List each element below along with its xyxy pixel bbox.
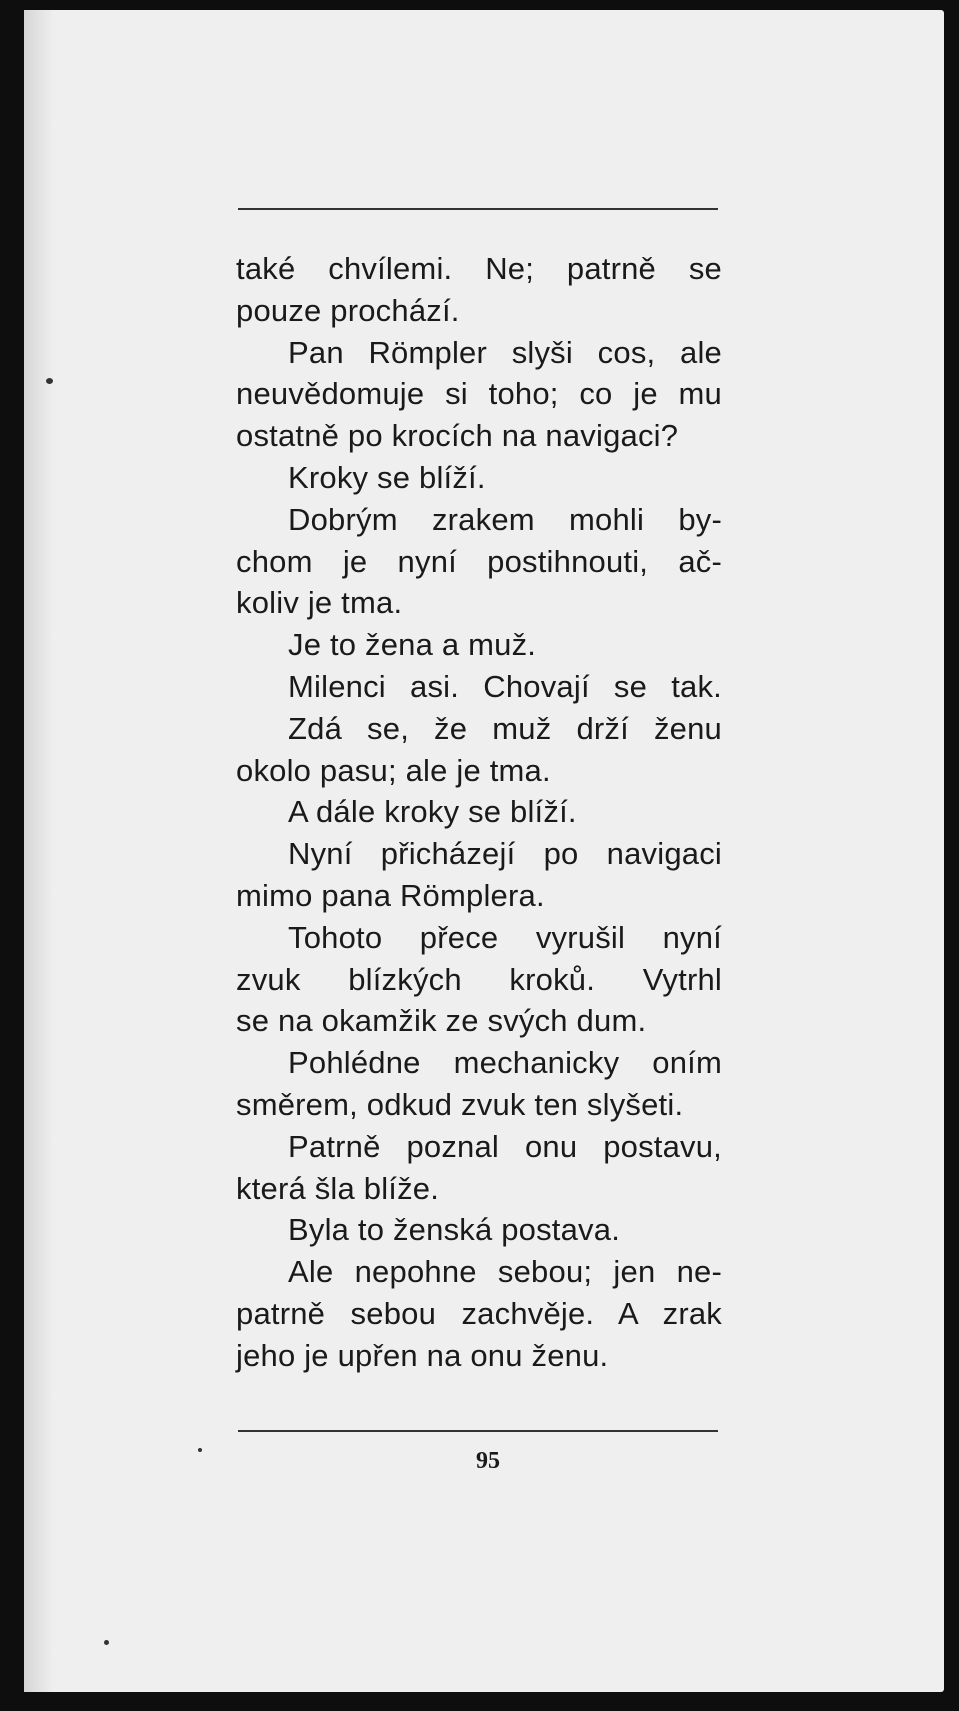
text-line: Tohoto přece vyrušil nyní (288, 919, 722, 955)
text-line: Pohlédne mechanicky oním (288, 1045, 722, 1081)
text-line: Byla to ženská postava. (288, 1212, 621, 1248)
text-line: pouze prochází. (236, 292, 460, 328)
text-line: Pan Römpler slyši cos, ale (288, 334, 722, 370)
scan-speck (46, 378, 53, 384)
text-line: chom je nyní postihnouti, ač- (236, 543, 722, 579)
text-line: Kroky se blíží. (288, 459, 486, 495)
page-number: 95 (476, 1448, 500, 1474)
text-line: A dále kroky se blíží. (288, 794, 577, 830)
page-gutter-shadow (24, 10, 54, 1692)
text-line: Milenci asi. Chovají se tak. (288, 668, 722, 704)
text-line: Nyní přicházejí po navigaci (288, 836, 722, 872)
text-line: jeho je upřen na onu ženu. (236, 1337, 609, 1373)
text-line: okolo pasu; ale je tma. (236, 752, 551, 788)
text-line: Patrně poznal onu postavu, (288, 1128, 722, 1164)
text-line: mimo pana Römplera. (236, 877, 545, 913)
text-line: koliv je tma. (236, 585, 403, 621)
bottom-rule (238, 1430, 718, 1432)
book-page (24, 10, 944, 1692)
scan-speck (104, 1640, 109, 1645)
text-line: také chvílemi. Ne; patrně se (236, 251, 722, 286)
text-line: směrem, odkud zvuk ten slyšeti. (236, 1086, 684, 1122)
scan-speck (198, 1448, 202, 1452)
top-rule (238, 208, 718, 210)
body-text (236, 248, 722, 1377)
text-line: Ale nepohne sebou; jen ne- (288, 1254, 722, 1290)
text-line: zvuk blízkých kroků. Vytrhl (236, 961, 722, 997)
text-line: se na okamžik ze svých dum. (236, 1003, 647, 1039)
text-line: která šla blíže. (236, 1170, 440, 1206)
text-line: Je to žena a muž. (288, 627, 537, 663)
text-line: ostatně po krocích na navigaci? (236, 418, 679, 454)
text-line: Zdá se, že muž drží ženu (288, 710, 722, 746)
text-line: patrně sebou zachvěje. A zrak (236, 1295, 722, 1331)
text-line: Dobrým zrakem mohli by- (288, 501, 722, 537)
text-line: neuvědomuje si toho; co je mu (236, 376, 722, 412)
